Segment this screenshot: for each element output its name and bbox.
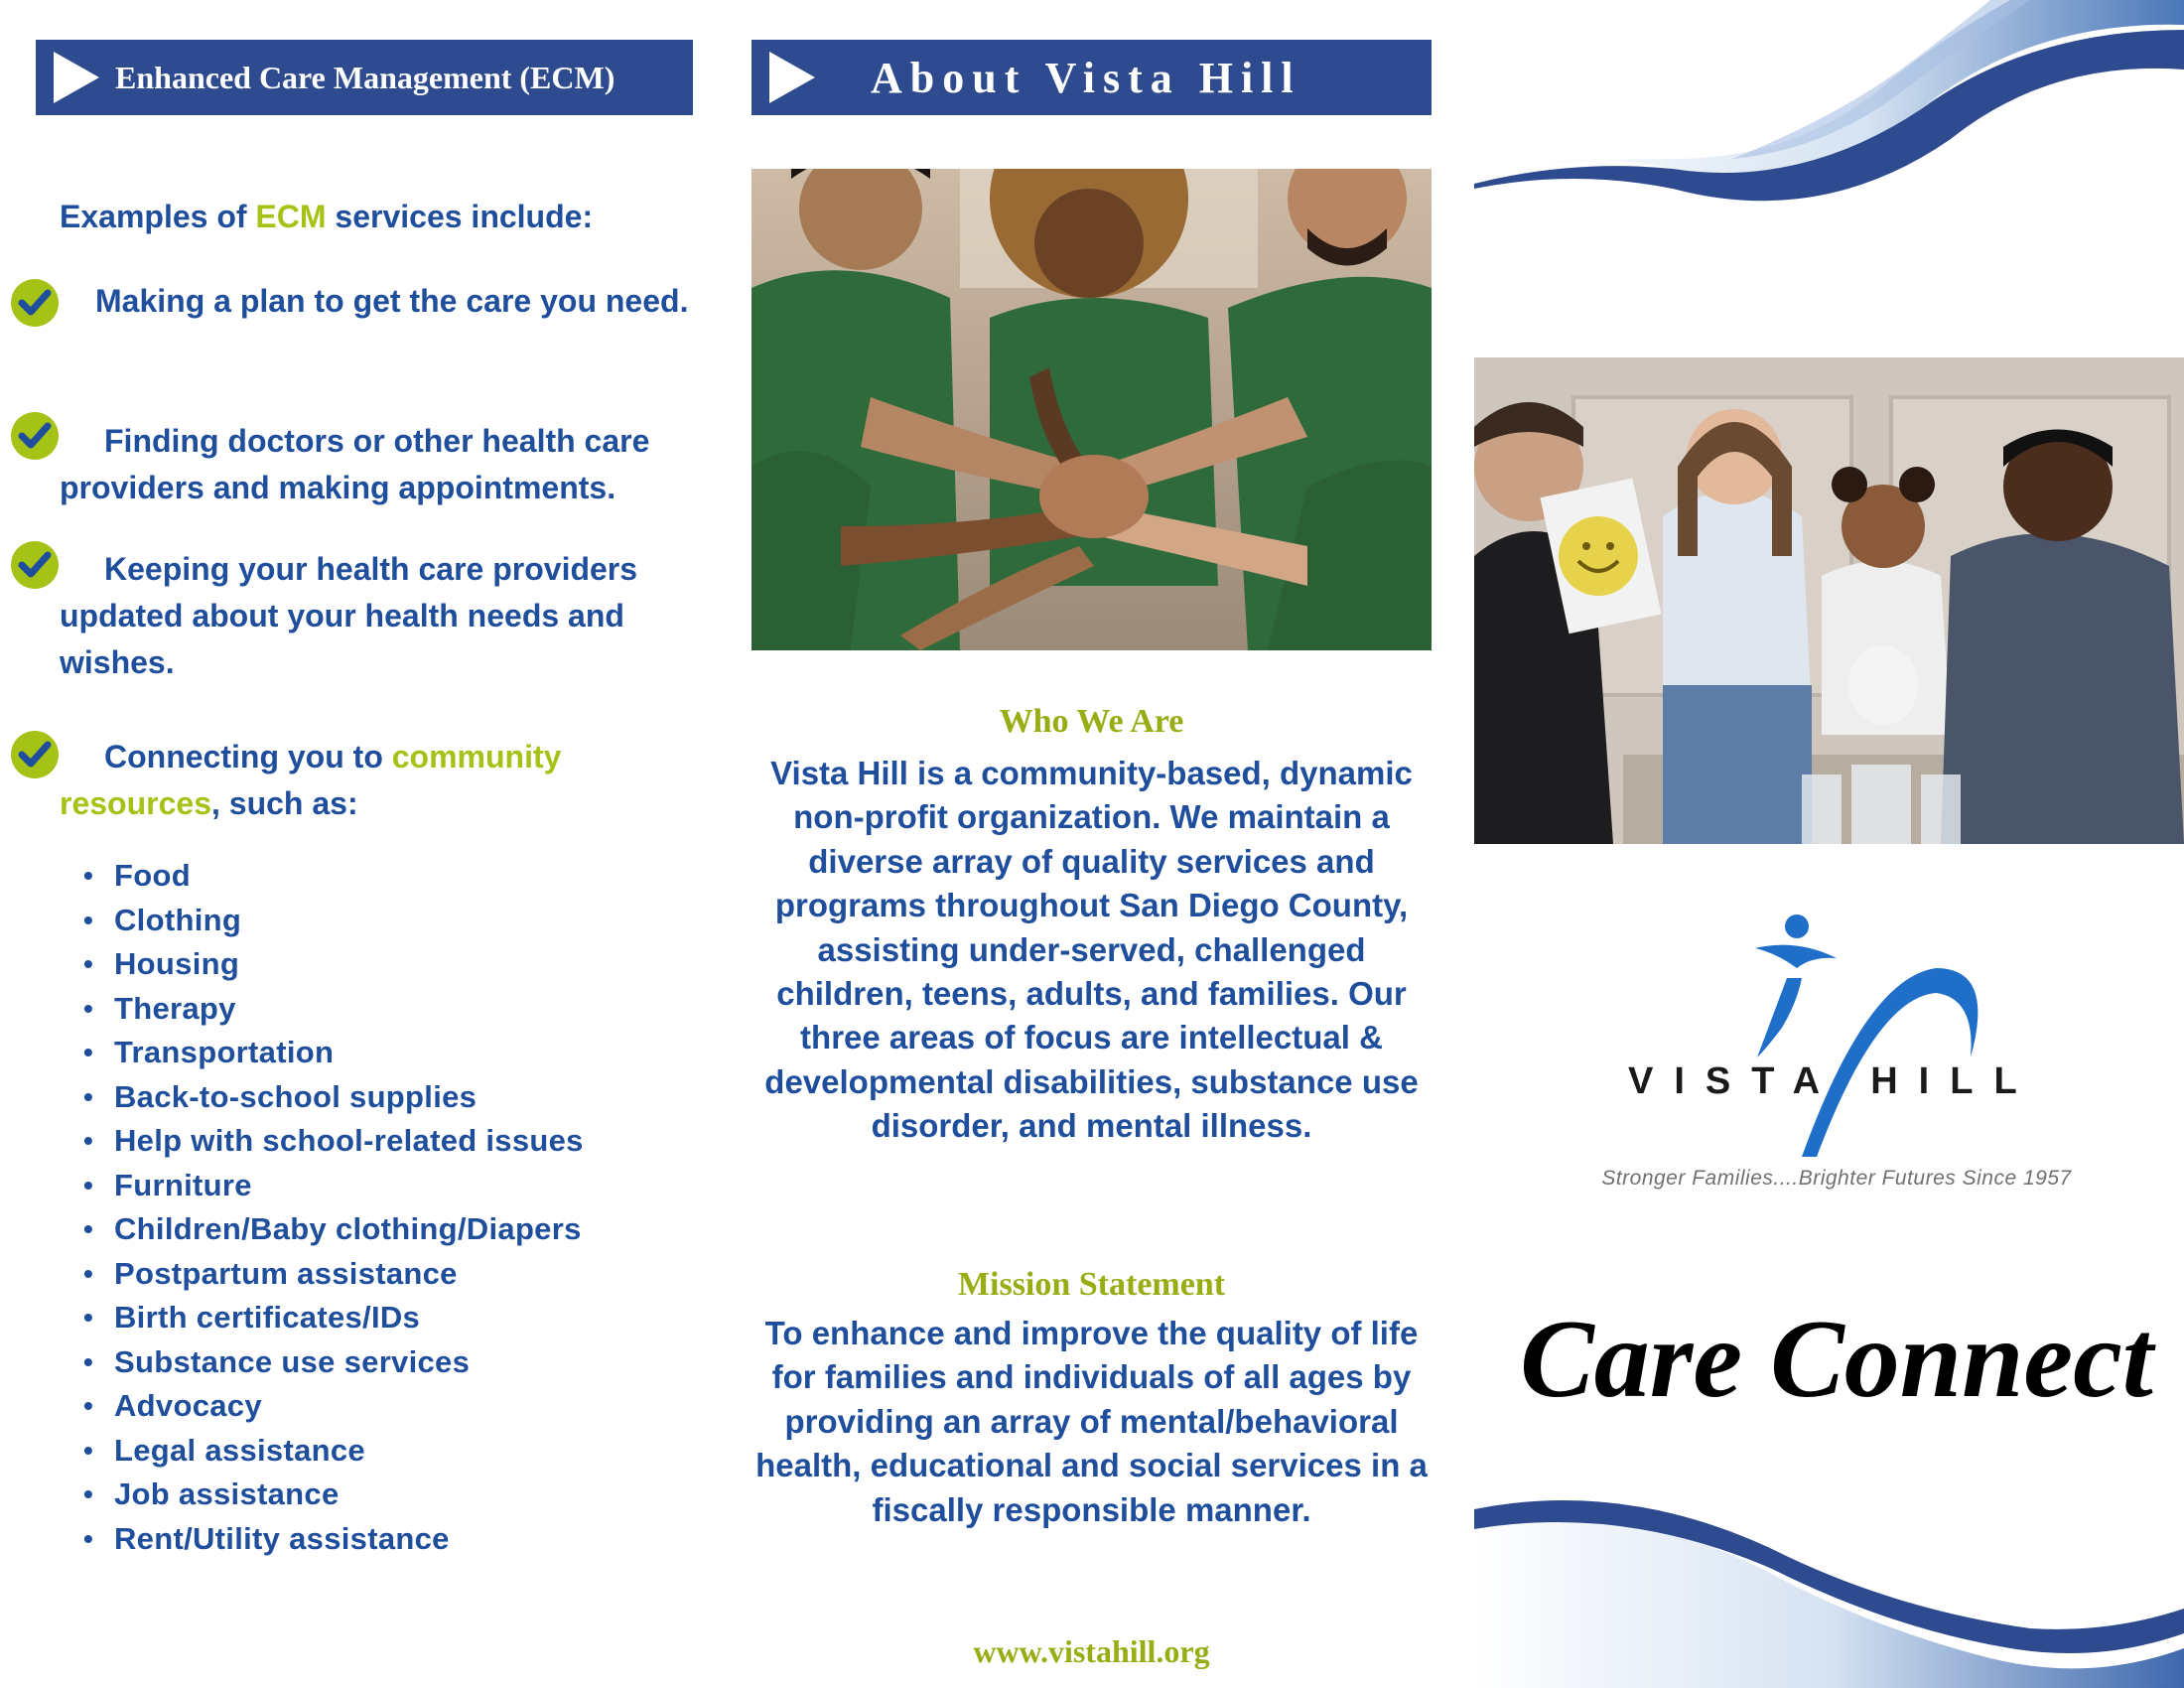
checkmark-icon [10,540,60,590]
vista-hill-logo-icon [1638,909,1995,1157]
ecm-intro-accent: ECM [255,199,327,234]
about-header-bar [751,40,1432,115]
mission-body: To enhance and improve the quality of life for families and individuals of all ages by providing an array of mental/behavioral health, educational and social services in a fiscally responsible manner. [755,1315,1428,1528]
play-triangle-icon [769,52,815,103]
website-link[interactable]: www.vistahill.org [973,1633,1210,1669]
list-item: • Children/Baby clothing/Diapers [83,1207,584,1252]
logo-wordmark: VISTA HILL [1628,1060,2038,1102]
list-item: • Birth certificates/IDs [83,1296,584,1340]
community-item [60,734,615,827]
mission-heading: Mission Statement [957,1266,1226,1303]
list-item: • Advocacy [83,1384,584,1429]
ecm-intro [60,199,593,235]
play-triangle-icon [54,52,99,103]
ecm-intro-prefix: Examples of [60,199,256,234]
family-counseling-photo [1474,357,2184,844]
list-item: • Legal assistance [83,1429,584,1474]
list-item: • Postpartum assistance [83,1252,584,1297]
list-item: • Housing [83,942,584,987]
list-item: • Help with school-related issues [83,1119,584,1164]
checkmark-icon [10,411,60,461]
who-we-are-body: Vista Hill is a community-based, dynamic non-profit organization. We maintain a diverse array of quality services and programs throughout San Diego County, assisting under-served, challenged children, teens, adults, and families. Our three areas of focus are intellectual & developmental disabilities, substance use disorder, and mental illness. [764,755,1419,1145]
service-item: Keeping your health care providers updated about your health needs and wishes. [60,551,638,680]
community-suffix: , such as: [210,785,358,821]
list-item: • Rent/Utility assistance [83,1517,584,1562]
logo-tagline: Stronger Families....Brighter Futures Since 1957 [1601,1167,2072,1190]
list-item: • Therapy [83,987,584,1032]
top-wave-decoration [1474,0,2184,228]
team-hands-photo [751,169,1432,650]
service-item: Finding doctors or other health care providers and making appointments. [60,423,650,505]
ecm-header-title: Enhanced Care Management (ECM) [115,59,615,95]
who-we-are-heading: Who We Are [999,703,1184,740]
ecm-header-bar [36,40,693,115]
list-item: • Substance use services [83,1340,584,1385]
list-item: • Back-to-school supplies [83,1075,584,1120]
list-item: • Clothing [83,899,584,943]
list-item: • Food [83,854,584,899]
list-item: • Job assistance [83,1473,584,1517]
community-prefix: Connecting you to [104,739,392,774]
brochure-title: Care Connect [1520,1298,2153,1421]
bottom-wave-decoration [1474,1460,2184,1688]
resource-list [83,854,584,1561]
ecm-intro-suffix: services include: [326,199,594,234]
checkmark-icon [10,730,60,779]
service-item: Making a plan to get the care you need. [95,283,689,319]
about-header-title: About Vista Hill [871,53,1301,102]
checkmark-icon [10,278,60,328]
list-item: • Transportation [83,1031,584,1075]
list-item: • Furniture [83,1164,584,1208]
community-accent: community resources [60,739,562,821]
